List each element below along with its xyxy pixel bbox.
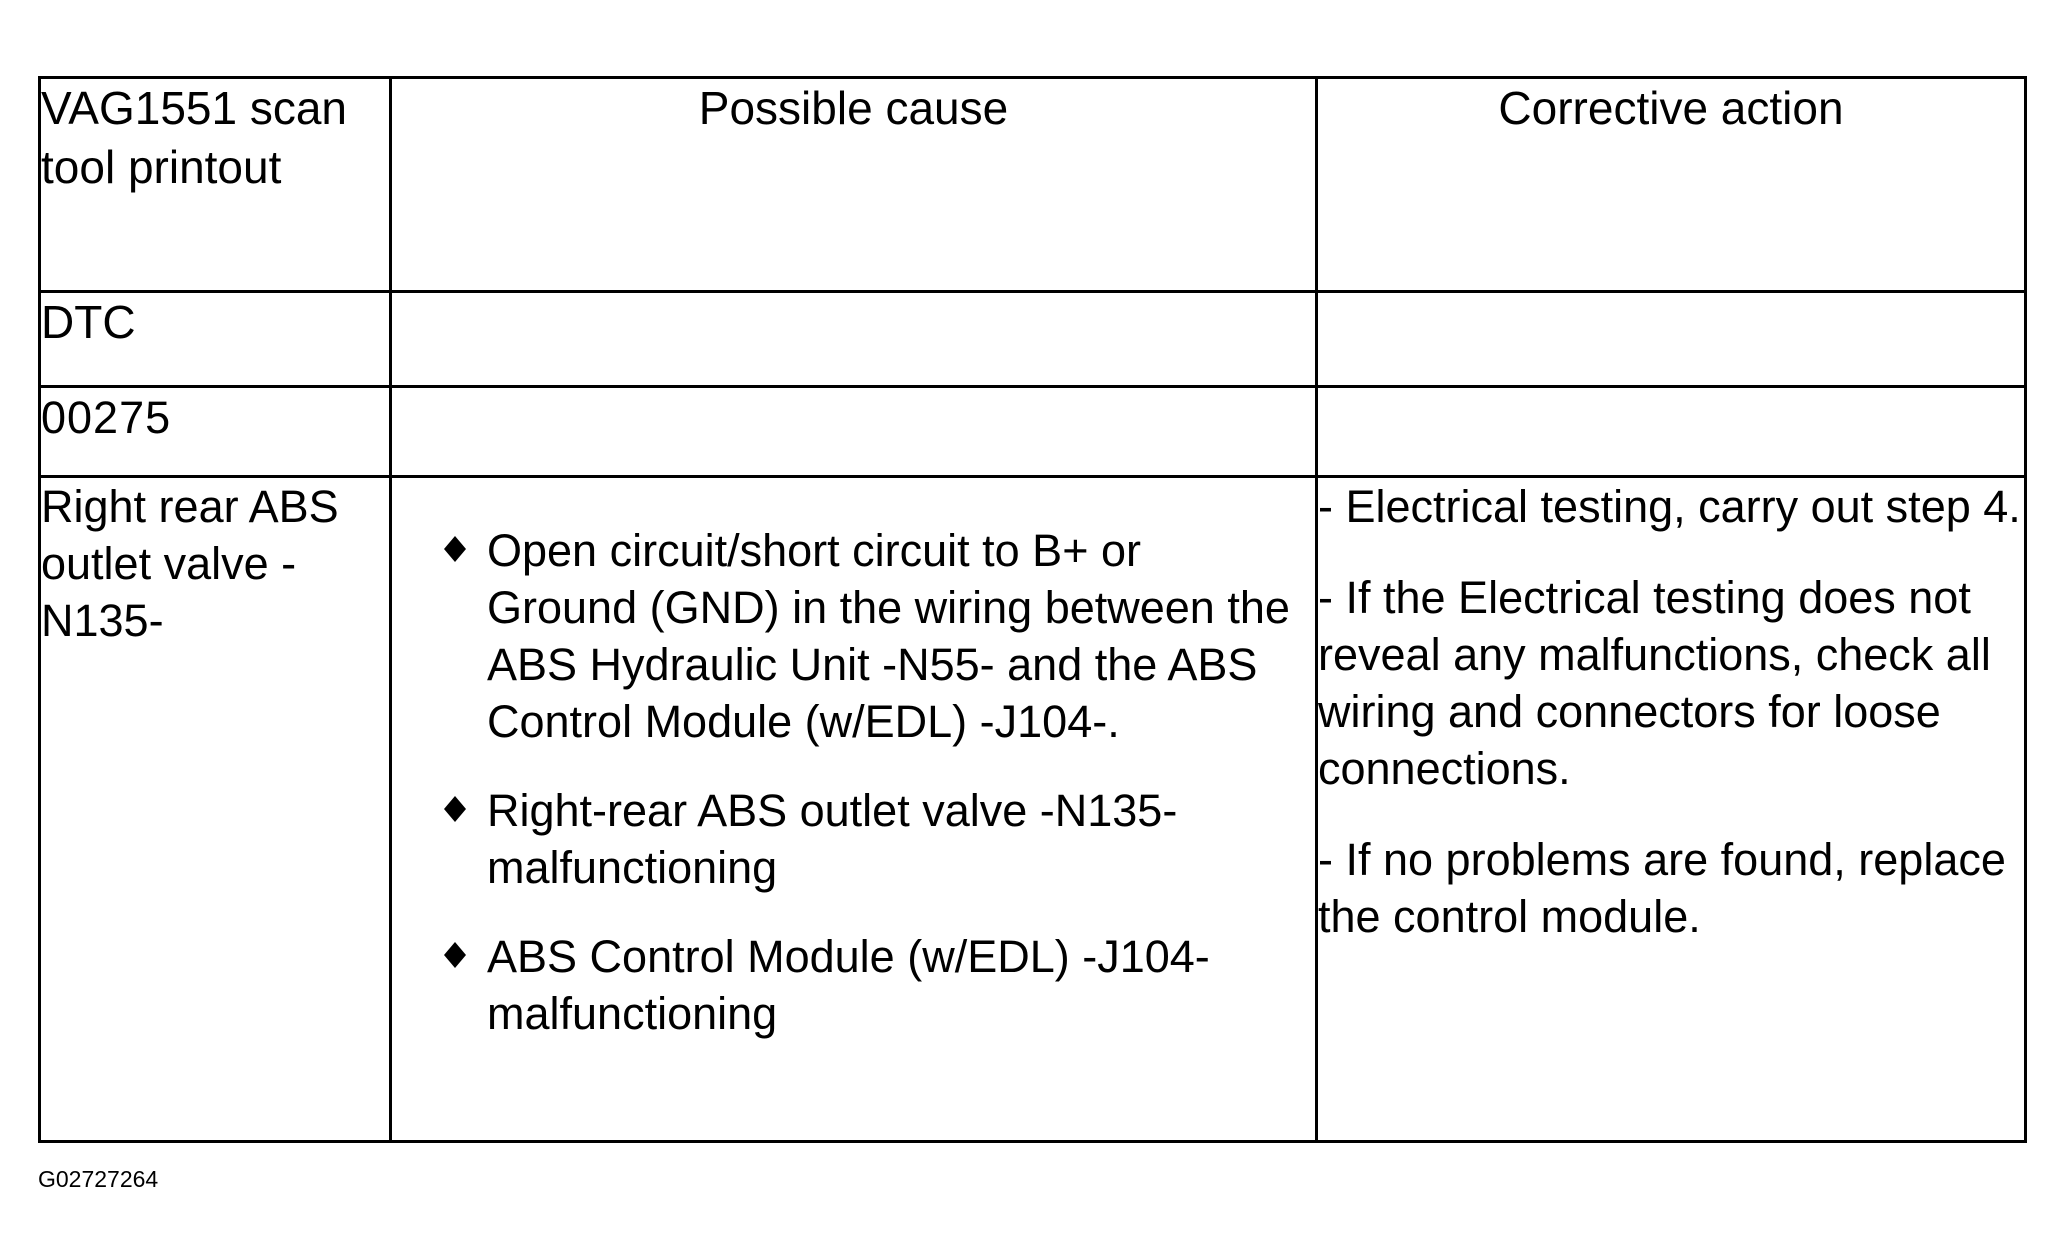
table-row-dtc-code xyxy=(40,387,2026,477)
corrective-action-item: - Electrical testing, carry out step 4. xyxy=(1318,481,2021,532)
corrective-action-cell xyxy=(1317,477,2026,1142)
component-name: Right rear ABS outlet valve -N135- xyxy=(40,477,391,1142)
dtc-code: 00275 xyxy=(40,387,391,477)
table-row-dtc-label xyxy=(40,292,2026,387)
possible-cause-item xyxy=(444,782,1295,896)
table-header-row xyxy=(40,78,2026,292)
possible-cause-text: Right-rear ABS outlet valve -N135- malfunctioning xyxy=(487,785,1178,893)
diamond-bullet-icon xyxy=(444,796,466,822)
dtc-table xyxy=(38,76,2027,1143)
header-possible-cause: Possible cause xyxy=(391,78,1317,292)
dtc-label: DTC xyxy=(40,292,391,387)
corrective-action-item: - If no problems are found, replace the control module. xyxy=(1318,834,2006,942)
possible-cause-text: ABS Control Module (w/EDL) -J104- malfunctioning xyxy=(487,931,1210,1039)
empty-cell xyxy=(391,292,1317,387)
empty-cell xyxy=(1317,292,2026,387)
possible-cause-cell xyxy=(391,477,1317,1142)
diamond-bullet-icon xyxy=(444,536,466,562)
empty-cell xyxy=(391,387,1317,477)
header-scan-tool-printout: VAG1551 scan tool printout xyxy=(40,78,391,292)
possible-cause-item xyxy=(444,928,1295,1042)
figure-id: G02727264 xyxy=(38,1166,159,1192)
possible-cause-text: Open circuit/short circuit to B+ or Ground (GND) in the wiring between the ABS Hydraulic Unit -N55- and the ABS Control Module (w/EDL) -J104-. xyxy=(487,525,1290,747)
header-corrective-action: Corrective action xyxy=(1317,78,2026,292)
possible-cause-item xyxy=(444,522,1295,750)
corrective-action-item: - If the Electrical testing does not reveal any malfunctions, check all wiring and connectors for loose connections. xyxy=(1318,572,1991,794)
table-row-fault-details xyxy=(40,477,2026,1142)
empty-cell xyxy=(1317,387,2026,477)
possible-cause-list xyxy=(392,478,1315,1042)
diamond-bullet-icon xyxy=(444,942,466,968)
